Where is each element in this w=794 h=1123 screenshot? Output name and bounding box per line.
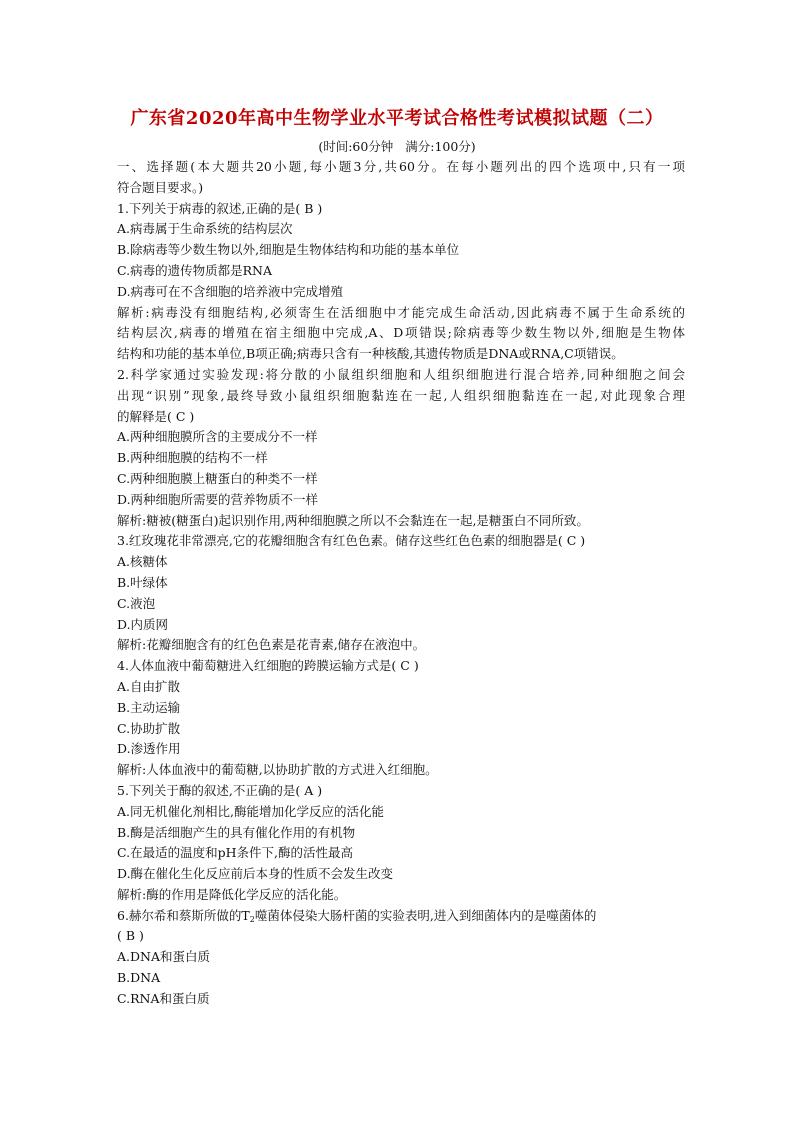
question-stem: 2.科学家通过实验发现:将分散的小鼠组织细胞和人组织细胞进行混合培养,同种细胞之间会 (117, 366, 685, 382)
option-c: C.协助扩散 (117, 720, 181, 736)
question-2 (117, 365, 685, 531)
option-b: B.除病毒等少数生物以外,细胞是生物体结构和功能的基本单位 (117, 242, 460, 258)
option-d: D.渗透作用 (117, 741, 181, 757)
question-stem (117, 906, 685, 927)
option-d: D.两种细胞所需要的营养物质不一样 (117, 491, 319, 507)
option-a: A.DNA和蛋白质 (117, 949, 210, 965)
analysis-text: 解析:病毒没有细胞结构,必须寄生在活细胞中才能完成生命活动,因此病毒不属于生命系统的 (117, 304, 685, 320)
page-title: 广东省2020年高中生物学业水平考试合格性考试模拟试题（二） (130, 108, 664, 129)
subscript: 2 (249, 914, 255, 924)
analysis-text: 结构层次,病毒的增殖在宿主细胞中完成,A、D项错误;除病毒等少数生物以外,细胞是生物体 (117, 325, 685, 341)
analysis-text: 解析:糖被(糖蛋白)起识别作用,两种细胞膜之所以不会黏连在一起,是糖蛋白不同所致。 (117, 512, 589, 528)
analysis-text: 结构和功能的基本单位,B项正确;病毒只含有一种核酸,其遗传物质是DNA或RNA,C项错误。 (117, 346, 624, 362)
question-stem: 的解释是( C ) (117, 408, 195, 424)
option-b: B.酶是活细胞产生的具有催化作用的有机物 (117, 824, 356, 840)
option-a: A.病毒属于生命系统的结构层次 (117, 221, 293, 237)
option-a: A.同无机催化剂相比,酶能增加化学反应的活化能 (117, 803, 384, 819)
section-heading-cont: 符合题目要求。) (117, 179, 204, 195)
stem-text: 6.赫尔希和蔡斯所做的T (117, 907, 250, 923)
question-stem: 5.下列关于酶的叙述,不正确的是( A ) (117, 782, 323, 798)
option-b: B.叶绿体 (117, 574, 168, 590)
option-a: A.核糖体 (117, 554, 168, 570)
question-1 (117, 199, 685, 365)
option-c: C.RNA和蛋白质 (117, 990, 210, 1006)
question-5 (117, 781, 685, 906)
exam-info: (时间:60分钟 满分:100分) (318, 139, 476, 154)
option-c: C.两种细胞膜上糖蛋白的种类不一样 (117, 470, 318, 486)
option-c: C.液泡 (117, 595, 156, 611)
section-heading: 一、选择题(本大题共20小题,每小题3分,共60分。在每小题列出的四个选项中,只有一项 (117, 159, 685, 174)
analysis-text: 解析:花瓣细胞含有的红色色素是花青素,储存在液泡中。 (117, 637, 426, 653)
option-b: B.两种细胞膜的结构不一样 (117, 450, 268, 466)
document-body (117, 157, 685, 1010)
question-stem: ( B ) (117, 928, 144, 944)
question-3 (117, 531, 685, 656)
option-c: C.病毒的遗传物质都是RNA (117, 262, 272, 278)
question-stem: 出现“识别”现象,最终导致小鼠组织细胞黏连在一起,人组织细胞黏连在一起,对此现象合理 (117, 387, 685, 403)
option-a: A.两种细胞膜所含的主要成分不一样 (117, 429, 318, 445)
stem-text: 噬菌体侵染大肠杆菌的实验表明,进入到细菌体内的是噬菌体的 (254, 907, 597, 923)
question-stem: 4.人体血液中葡萄糖进入红细胞的跨膜运输方式是( C ) (117, 658, 419, 674)
option-b: B.DNA (117, 970, 161, 986)
question-4 (117, 656, 685, 781)
option-d: D.病毒可在不含细胞的培养液中完成增殖 (117, 283, 344, 299)
question-6 (117, 906, 685, 1010)
analysis-text: 解析:人体血液中的葡萄糖,以协助扩散的方式进入红细胞。 (117, 762, 438, 778)
option-d: D.酶在催化生化反应前后本身的性质不会发生改变 (117, 866, 394, 882)
option-a: A.自由扩散 (117, 678, 181, 694)
option-b: B.主动运输 (117, 699, 181, 715)
question-stem: 3.红玫瑰花非常漂亮,它的花瓣细胞含有红色色素。储存这些红色色素的细胞器是( C ) (117, 533, 586, 549)
option-d: D.内质网 (117, 616, 169, 632)
question-stem: 1.下列关于病毒的叙述,正确的是( B ) (117, 200, 323, 216)
analysis-text: 解析:酶的作用是降低化学反应的活化能。 (117, 886, 347, 902)
option-c: C.在最适的温度和pH条件下,酶的活性最高 (117, 845, 353, 861)
